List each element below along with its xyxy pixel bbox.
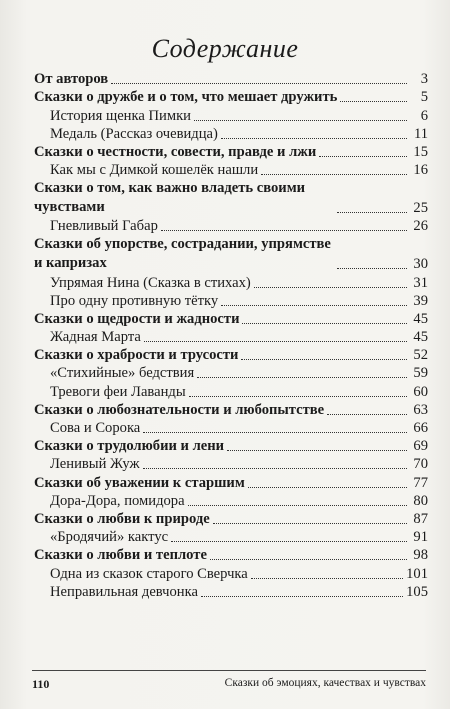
toc-entry-page: 45	[413, 329, 428, 346]
toc-entry-page: 66	[413, 420, 428, 436]
page-title: Содержание	[151, 34, 299, 63]
dot-leader	[143, 468, 407, 469]
toc-entry-label: История щенка Пимки	[50, 107, 191, 124]
dot-leader	[161, 230, 407, 231]
dot-leader	[221, 305, 407, 306]
toc-entry	[34, 125, 428, 143]
dot-leader	[171, 541, 407, 542]
dot-leader	[248, 487, 407, 488]
toc-entry-label: Сказки о любви к природе	[34, 510, 210, 527]
toc-entry	[34, 546, 428, 564]
toc-entry-label: Сказки об упорстве, сострадании, упрямстве и капризах	[34, 236, 331, 272]
dot-leader	[197, 377, 407, 378]
toc-entry-page: 63	[413, 401, 428, 418]
dot-leader	[337, 268, 407, 269]
toc-entry	[34, 106, 428, 124]
dot-leader	[111, 83, 407, 84]
toc-entry-label: Дора-Дора, помидора	[50, 492, 185, 509]
dot-leader	[144, 341, 407, 342]
toc-entry-page: 15	[413, 143, 428, 160]
toc-entry	[34, 70, 428, 88]
toc-entry	[34, 143, 428, 161]
toc-entry-page: 45	[413, 310, 428, 327]
toc-entry-label: Ленивый Жуж	[50, 456, 140, 473]
toc-entry	[34, 583, 428, 601]
dot-leader	[340, 101, 407, 102]
toc-entry-label: Сказки о щедрости и жадности	[34, 310, 240, 327]
dot-leader	[201, 596, 403, 597]
toc-entry	[34, 235, 428, 273]
toc-entry	[34, 564, 428, 582]
table-of-contents	[34, 70, 428, 601]
toc-entry-label: От авторов	[34, 71, 109, 88]
dot-leader	[227, 450, 407, 451]
dot-leader	[143, 432, 407, 433]
toc-entry-page: 105	[406, 583, 428, 600]
dot-leader	[251, 578, 403, 579]
toc-entry-label: Сказки о любви и теплоте	[34, 547, 207, 564]
toc-entry-page: 59	[413, 365, 428, 382]
toc-entry	[34, 161, 428, 179]
toc-entry-label: Сказки об уважении к старшим	[34, 474, 245, 491]
dot-leader	[194, 120, 407, 121]
toc-entry	[34, 273, 428, 291]
toc-entry	[34, 401, 428, 419]
toc-entry-page: 52	[413, 347, 428, 364]
toc-entry	[34, 292, 428, 310]
toc-entry-page: 3	[420, 71, 428, 88]
toc-entry-label: Сказки о честности, совести, правде и лжи	[34, 143, 317, 160]
toc-entry-page: 6	[420, 107, 428, 124]
toc-entry-page: 16	[413, 162, 428, 179]
toc-entry-label: Про одну противную тётку	[50, 292, 219, 309]
toc-entry-label: Сказки о том, как важно владеть своими чувствами	[34, 180, 306, 216]
toc-entry-page: 70	[413, 456, 428, 473]
toc-entry-page: 87	[413, 510, 428, 527]
dot-leader	[327, 414, 407, 415]
toc-entry	[34, 455, 428, 473]
dot-leader	[242, 323, 407, 324]
toc-entry	[34, 328, 428, 346]
toc-entry-page: 80	[413, 492, 428, 509]
toc-entry	[34, 179, 428, 217]
toc-entry-label: Жадная Марта	[50, 329, 141, 346]
dot-leader	[210, 559, 407, 560]
dot-leader	[189, 396, 407, 397]
page-footer	[32, 670, 426, 692]
toc-entry-label: Сказки о трудолюбии и лени	[34, 438, 225, 455]
toc-entry-label: Тревоги феи Лаванды	[50, 383, 186, 400]
toc-entry-label: Сказки о храбрости и трусости	[34, 347, 239, 364]
toc-entry	[34, 364, 428, 382]
toc-entry-label: Как мы с Димкой кошелёк нашли	[50, 162, 259, 179]
toc-entry	[34, 528, 428, 546]
toc-entry	[34, 346, 428, 364]
page-number: 110	[32, 677, 50, 691]
toc-entry-page: 91	[413, 529, 428, 546]
toc-entry-page: 101	[406, 565, 428, 582]
toc-entry-label: Одна из сказок старого Сверчка	[50, 565, 248, 582]
dot-leader	[241, 359, 407, 360]
toc-entry	[34, 88, 428, 106]
toc-entry-label: Медаль (Рассказ очевидца)	[50, 125, 218, 142]
toc-entry	[34, 510, 428, 528]
toc-entry-page: 26	[413, 218, 428, 235]
toc-entry	[34, 473, 428, 491]
dot-leader	[261, 174, 407, 175]
toc-entry-page: 30	[413, 256, 428, 273]
dot-leader	[221, 138, 407, 139]
toc-entry	[34, 310, 428, 328]
toc-entry-label: Упрямая Нина (Сказка в стихах)	[50, 274, 251, 291]
dot-leader	[337, 212, 407, 213]
toc-entry	[34, 382, 428, 400]
toc-entry-page: 98	[413, 547, 428, 564]
toc-entry-label: Сказки о дружбе и о том, что мешает дружить	[34, 89, 338, 106]
toc-entry	[34, 217, 428, 235]
toc-entry-label: Сова и Сорока	[50, 420, 141, 436]
toc-entry	[34, 419, 428, 437]
toc-entry-page: 60	[413, 383, 428, 400]
dot-leader	[213, 523, 407, 524]
toc-entry	[34, 437, 428, 455]
toc-entry-page: 69	[413, 438, 428, 455]
toc-entry-label: Сказки о любознательности и любопытстве	[34, 401, 325, 418]
dot-leader	[254, 287, 407, 288]
toc-entry-page: 77	[413, 474, 428, 491]
toc-entry-page: 31	[413, 274, 428, 291]
toc-entry-label: Неправильная девчонка	[50, 583, 198, 600]
toc-entry-label: Гневливый Габар	[50, 218, 158, 235]
dot-leader	[319, 156, 407, 157]
toc-entry-page: 11	[413, 125, 428, 142]
toc-entry-label: «Бродячий» кактус	[50, 529, 169, 546]
toc-entry-page: 5	[420, 89, 428, 106]
toc-entry-page: 25	[413, 200, 428, 217]
toc-entry-label: «Стихийные» бедствия	[50, 365, 195, 382]
running-title: Сказки об эмоциях, качествах и чувствах	[224, 677, 426, 689]
dot-leader	[188, 505, 407, 506]
toc-entry	[34, 492, 428, 510]
toc-entry-page: 39	[413, 292, 428, 309]
